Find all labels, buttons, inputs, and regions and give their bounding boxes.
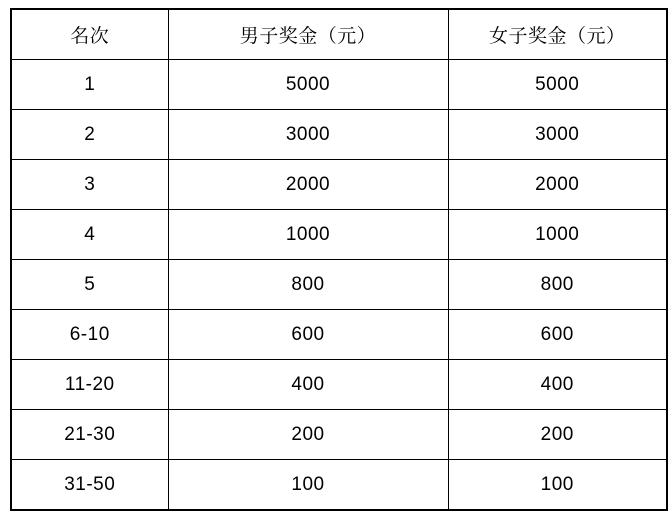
header-women-prize: 女子奖金（元）	[448, 9, 667, 60]
women-prize-cell: 600	[448, 310, 667, 360]
rank-cell: 31-50	[11, 460, 168, 511]
men-prize-cell: 100	[168, 460, 448, 511]
men-prize-cell: 1000	[168, 210, 448, 260]
women-prize-cell: 3000	[448, 110, 667, 160]
women-prize-cell: 1000	[448, 210, 667, 260]
rank-cell: 4	[11, 210, 168, 260]
men-prize-cell: 200	[168, 410, 448, 460]
women-prize-cell: 200	[448, 410, 667, 460]
header-rank: 名次	[11, 9, 168, 60]
table-row	[11, 160, 667, 210]
men-prize-cell: 5000	[168, 60, 448, 110]
women-prize-cell: 100	[448, 460, 667, 511]
women-prize-cell: 2000	[448, 160, 667, 210]
table-row	[11, 460, 667, 511]
table-header-row	[11, 9, 667, 60]
rank-cell: 2	[11, 110, 168, 160]
header-men-prize: 男子奖金（元）	[168, 9, 448, 60]
rank-cell: 6-10	[11, 310, 168, 360]
men-prize-cell: 2000	[168, 160, 448, 210]
women-prize-cell: 800	[448, 260, 667, 310]
men-prize-cell: 400	[168, 360, 448, 410]
men-prize-cell: 800	[168, 260, 448, 310]
table-row	[11, 60, 667, 110]
table-row	[11, 360, 667, 410]
women-prize-cell: 400	[448, 360, 667, 410]
table-row	[11, 260, 667, 310]
table-row	[11, 310, 667, 360]
table-row	[11, 210, 667, 260]
rank-cell: 21-30	[11, 410, 168, 460]
table-row	[11, 110, 667, 160]
women-prize-cell: 5000	[448, 60, 667, 110]
men-prize-cell: 600	[168, 310, 448, 360]
prize-table	[10, 8, 668, 511]
rank-cell: 3	[11, 160, 168, 210]
men-prize-cell: 3000	[168, 110, 448, 160]
rank-cell: 5	[11, 260, 168, 310]
rank-cell: 1	[11, 60, 168, 110]
table-row	[11, 410, 667, 460]
rank-cell: 11-20	[11, 360, 168, 410]
